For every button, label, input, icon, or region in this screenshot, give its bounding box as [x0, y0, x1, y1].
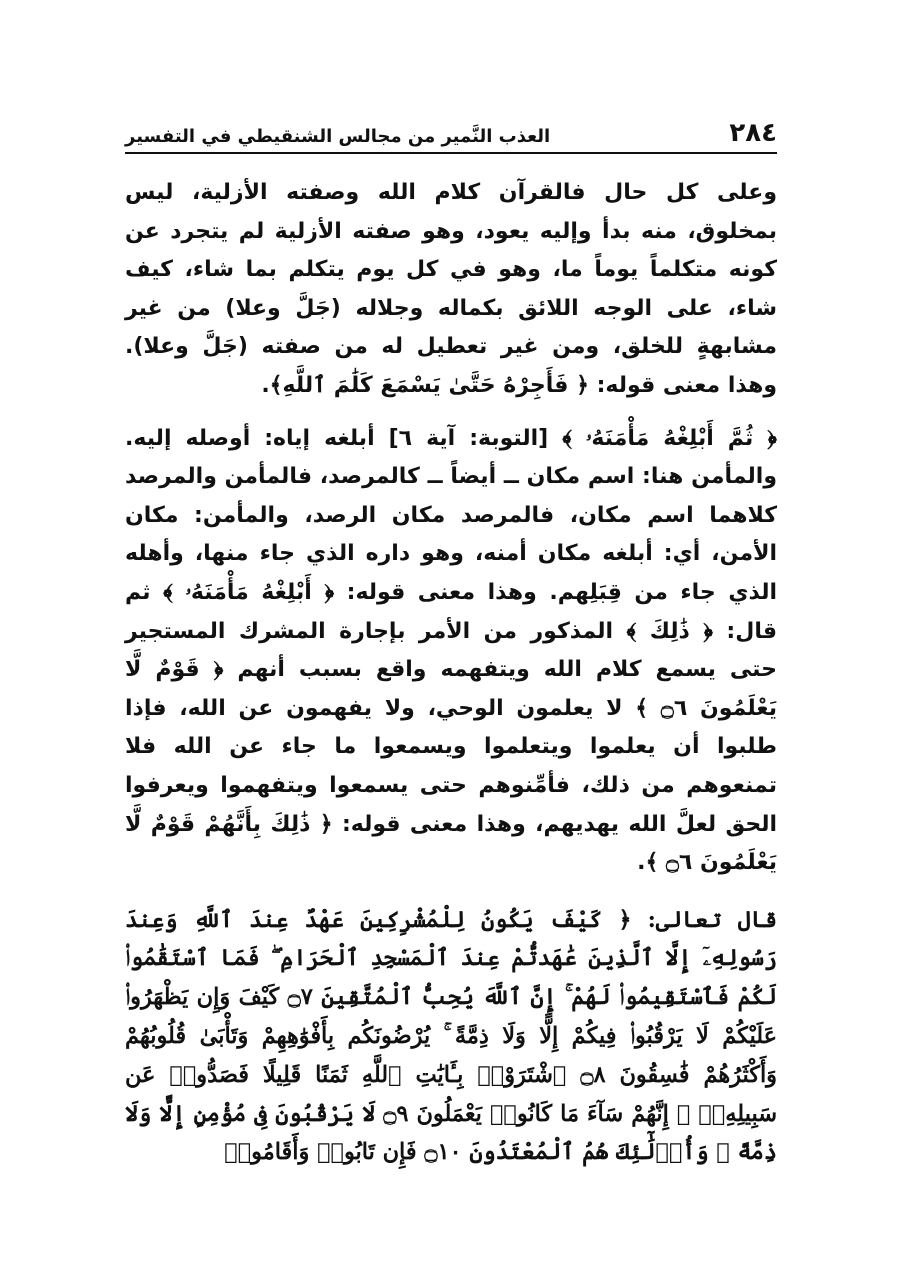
running-header — [125, 110, 777, 154]
page-number: ٢٨٤ — [729, 118, 777, 148]
paragraph-tafsir-mamanah: ﴿ ثُمَّ أَبْلِغْهُ مَأْمَنَهُۥ ﴾ [التوبة: آية ٦] أبلغه إياه: أوصله إليه. والمأمن هنا: اسم مكان ــ أيضاً ــ كالمرصد، فالمأمن والمرصد كلاهما اسم مكان، فالمرصد مكان الرصد، والمأمن: مكان الأمن، أي: أبلغه مكان أمنه، وهو داره الذي جاء منها، وأهله الذي جاء من قِبَلِهم. وهذا معنى قوله: ﴿ أَبْلِغْهُ مَأْمَنَهُۥ ﴾ ثم قال: ﴿ ذَٰلِكَ ﴾ المذكور من الأمر بإجارة المشرك المستجير حتى يسمع كلام الله ويتفهمه واقع بسبب أنهم ﴿ قَوْمٌ لَّا يَعْلَمُونَ ۝٦ ﴾ لا يعلمون الوحي، ولا يفهمون عن الله، فإذا طلبوا أن يعلموا ويتعلموا ويسمعوا ما جاء عن الله فلا تمنعوهم من ذلك، فأمِّنوهم حتى يسمعوا ويتفهموا ويعرفوا الحق لعلَّ الله يهديهم، وهذا معنى قوله: ﴿ ذَٰلِكَ بِأَنَّهُمْ قَوْمٌ لَّا يَعْلَمُونَ ۝٦ ﴾. — [125, 425, 778, 876]
verse-paragraph — [125, 901, 777, 1173]
paragraph-quran-attribute: وعلى كل حال فالقرآن كلام الله وصفته الأزلية، ليس بمخلوق، منه بدأ وإليه يعود، وهو صفته الأزلية لم يتجرد عن كونه متكلماً يوماً ما، وهو في كل يوم يتكلم بما شاء، كيف شاء، على الوجه اللائق بكماله وجلاله (جَلَّ وعلا) من غير مشابهةٍ للخلق، ومن غير تعطيل له من صفته (جَلَّ وعلا). وهذا معنى قوله: ﴿ فَأَجِرْهُ حَتَّىٰ يَسْمَعَ كَلَٰمَ ٱللَّهِ﴾. — [125, 180, 777, 398]
body-text — [125, 174, 777, 1172]
quran-verses-block: ﴿ كَيْفَ يَكُونُ لِلْمُشْرِكِينَ عَهْدٌ عِندَ ٱللَّهِ وَعِندَ رَسُولِهِۦٓ إِلَّا ٱلَّذِينَ عَٰهَدتُّمْ عِندَ ٱلْمَسْجِدِ ٱلْحَرَامِ ۖ فَمَا ٱسْتَقَٰمُوا۟ لَكُمْ فَٱسْتَقِيمُوا۟ لَهُمْ ۚ إِنَّ ٱللَّهَ يُحِبُّ ٱلْمُتَّقِينَ ۝٧ كَيْفَ وَإِن يَظْهَرُوا۟ عَلَيْكُمْ لَا يَرْقُبُوا۟ فِيكُمْ إِلًّا وَلَا ذِمَّةً ۚ يُرْضُونَكُم بِأَفْوَٰهِهِمْ وَتَأْبَىٰ قُلُوبُهُمْ وَأَكْثَرُهُمْ فَٰسِقُونَ ۝٨ ٱشْتَرَوْا۟ بِـَٔايَٰتِ ٱللَّهِ ثَمَنًا قَلِيلًا فَصَدُّوا۟ عَن سَبِيلِهِۦٓ ۚ إِنَّهُمْ سَآءَ مَا كَانُوا۟ يَعْمَلُونَ ۝٩ لَا يَرْقُبُونَ فِى مُؤْمِنٍ إِلًّا وَلَا ذِمَّةً ۚ وَأُو۟لَٰٓئِكَ هُمُ ٱلْمُعْتَدُونَ ۝١٠ فَإِن تَابُوا۟ وَأَقَامُوا۟ — [125, 906, 777, 1166]
book-page — [125, 110, 777, 1172]
book-title: العذب النَّمير من مجالس الشنقيطي في التفسير — [125, 126, 551, 147]
verse-intro: قال تعالى: — [631, 906, 778, 933]
